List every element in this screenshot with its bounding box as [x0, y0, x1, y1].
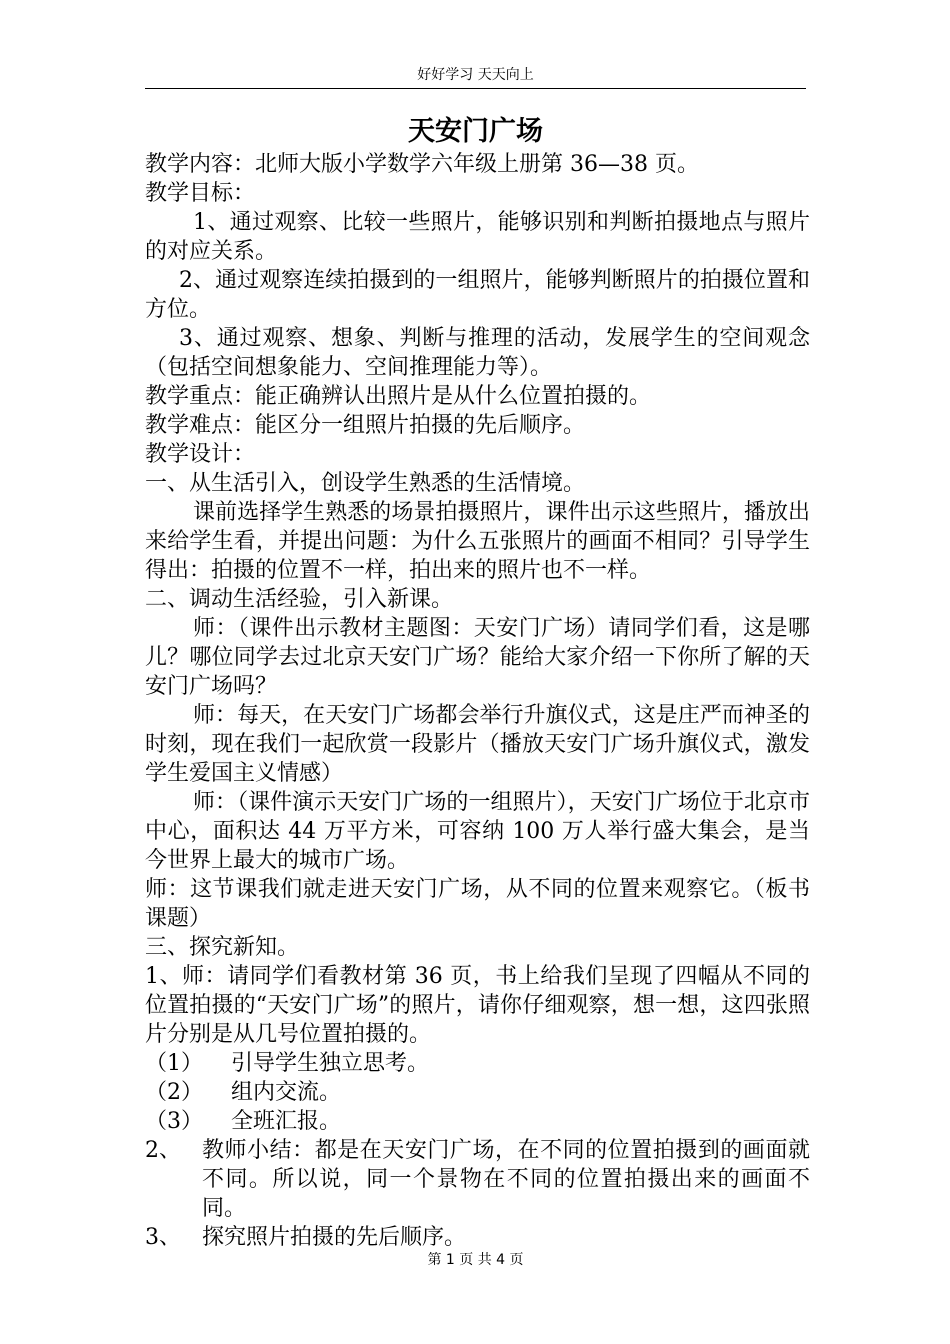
sub-item [145, 1107, 810, 1136]
section-1-text: 课前选择学生熟悉的场景拍摄照片，课件出示这些照片，播放出来给学生看，并提出问题：为什么五张照片的画面不相同？引导学生得出：拍摄的位置不一样，拍出来的照片也不一样。 [145, 500, 810, 583]
numbered-item [145, 1136, 810, 1223]
page-footer: 第 1 页 共 4 页 [427, 1252, 524, 1268]
section-3-item-1: 1、师：请同学们看教材第 36 页，书上给我们呈现了四幅从不同的位置拍摄的“天安门广场”的照片，请你仔细观察，想一想，这四张照片分别是从几号位置拍摄的。 [145, 964, 810, 1047]
design-heading: 教学设计： [145, 442, 256, 467]
sub-item-number: （3） [145, 1109, 203, 1134]
teaching-content: 教学内容：北师大版小学数学六年级上册第 36—38 页。 [145, 152, 699, 177]
objective-1: 1、通过观察、比较一些照片，能够识别和判断拍摄地点与照片的对应关系。 [145, 210, 810, 264]
header-divider [145, 88, 806, 89]
sub-item [145, 1078, 810, 1107]
numbered-item [145, 1223, 810, 1252]
page-header: 好好学习 天天向上 [417, 67, 534, 83]
numbered-item-number: 3、 [145, 1225, 181, 1250]
key-point: 教学重点：能正确辨认出照片是从什么位置拍摄的。 [145, 384, 652, 409]
section-2-text-2: 师：每天，在天安门广场都会举行升旗仪式，这是庄严而神圣的时刻，现在我们一起欣赏一段影片（播放天安门广场升旗仪式，激发学生爱国主义情感） [145, 703, 810, 786]
sub-item-text: 组内交流。 [231, 1080, 342, 1105]
numbered-item-number: 2、 [145, 1138, 181, 1163]
document-body [145, 150, 810, 1252]
numbered-item-text: 教师小结：都是在天安门广场，在不同的位置拍摄到的画面就不同。所以说，同一个景物在不同的位置拍摄出来的画面不同。 [202, 1138, 810, 1221]
section-2-text-4: 师：这节课我们就走进天安门广场，从不同的位置来观察它。（板书课题） [145, 877, 810, 931]
numbered-item-text: 探究照片拍摄的先后顺序。 [202, 1225, 467, 1250]
section-3-heading: 三、探究新知。 [145, 935, 300, 960]
objectives-heading: 教学目标： [145, 181, 256, 206]
section-2-heading: 二、调动生活经验，引入新课。 [145, 587, 454, 612]
objective-3: 3、通过观察、想象、判断与推理的活动，发展学生的空间观念（包括空间想象能力、空间推理能力等）。 [145, 326, 810, 380]
objective-2: 2、通过观察连续拍摄到的一组照片，能够判断照片的拍摄位置和方位。 [145, 268, 810, 322]
section-1-heading: 一、从生活引入，创设学生熟悉的生活情境。 [145, 471, 586, 496]
sub-item-text: 引导学生独立思考。 [231, 1051, 430, 1076]
sub-item-text: 全班汇报。 [231, 1109, 342, 1134]
sub-item [145, 1049, 810, 1078]
difficult-point: 教学难点：能区分一组照片拍摄的先后顺序。 [145, 413, 586, 438]
section-2-text-1: 师：（课件出示教材主题图：天安门广场）请同学们看，这是哪儿？哪位同学去过北京天安门广场？能给大家介绍一下你所了解的天安门广场吗？ [145, 616, 810, 699]
document-title: 天安门广场 [408, 116, 543, 147]
section-2-text-3: 师：（课件演示天安门广场的一组照片），天安门广场位于北京市中心，面积达 44 万平方米，可容纳 100 万人举行盛大集会，是当今世界上最大的城市广场。 [145, 790, 810, 873]
sub-item-number: （1） [145, 1051, 203, 1076]
sub-item-number: （2） [145, 1080, 203, 1105]
